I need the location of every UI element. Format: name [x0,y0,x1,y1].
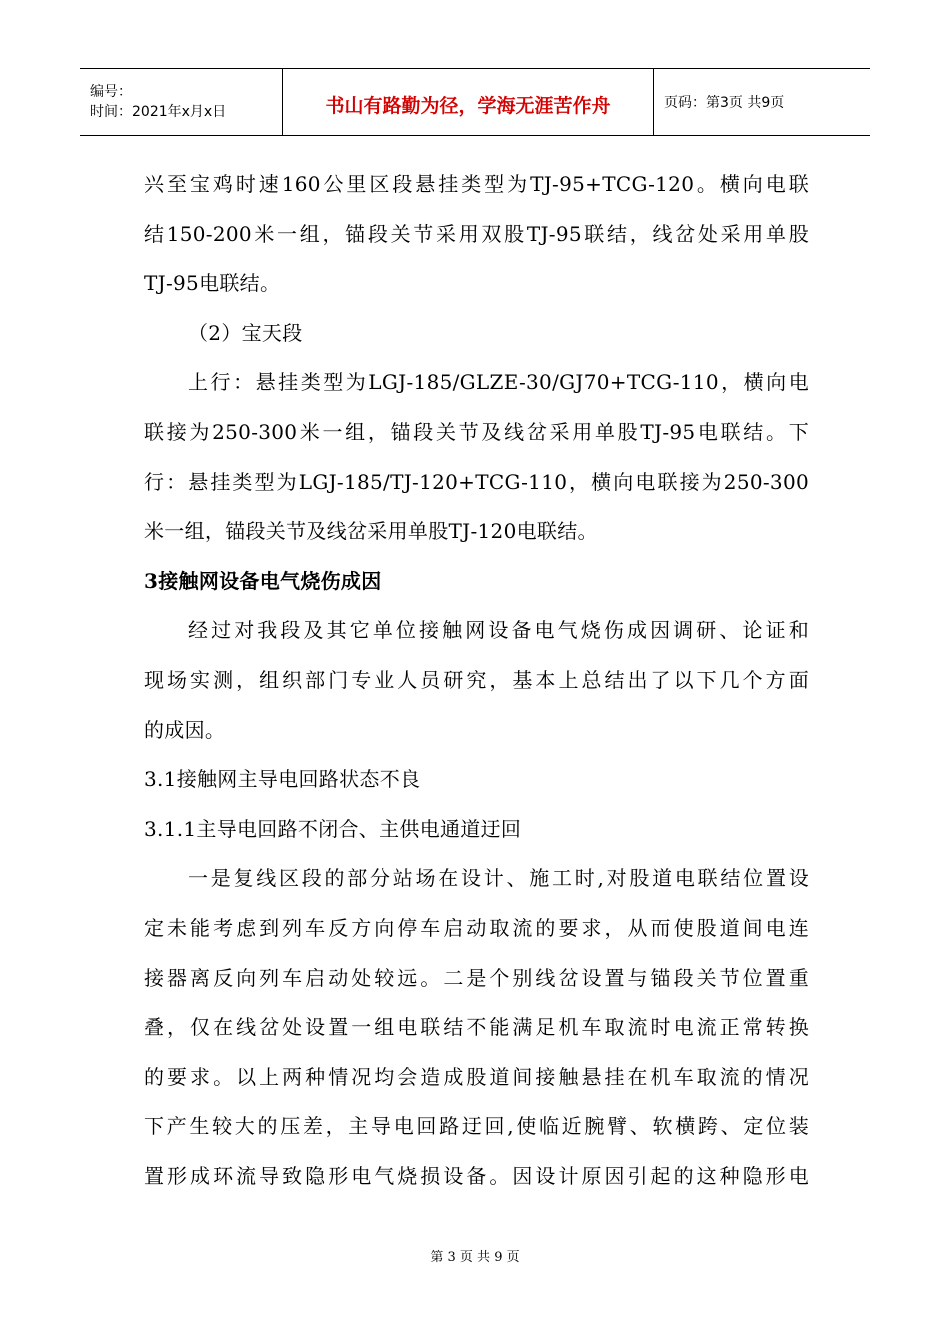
document-body [144,160,809,1201]
page-header [80,68,870,136]
body-line: 上行：悬挂类型为LGJ-185/GLZE-30/GJ70+TCG-110，横向电 [188,370,809,395]
body-line: 定未能考虑到列车反方向停车启动取流的要求，从而使股道间电连 [144,915,809,940]
page-info-text: 页码：第3页 共9页 [664,95,785,111]
body-line: 行：悬挂类型为LGJ-185/TJ-120+TCG-110，横向电联接为250-300 [144,469,809,494]
body-line: 现场实测，组织部门专业人员研究，基本上总结出了以下几个方面 [144,667,809,692]
body-line: 置形成环流导致隐形电气烧损设备。因设计原因引起的这种隐形电 [144,1163,809,1188]
header-motto [282,69,654,135]
body-line: 下产生较大的压差，主导电回路迂回,使临近腕臂、软横跨、定位装 [144,1114,809,1139]
page-footer [0,1246,950,1265]
body-line: 米一组，锚段关节及线岔采用单股TJ-120电联结。 [144,519,598,544]
body-line: 结150-200米一组，锚段关节采用双股TJ-95联结，线岔处采用单股 [144,221,809,246]
body-line: 的要求。以上两种情况均会造成股道间接触悬挂在机车取流的情况 [144,1064,809,1089]
body-line: 经过对我段及其它单位接触网设备电气烧伤成因调研、论证和 [188,618,809,643]
body-line: 兴至宝鸡时速160公里区段悬挂类型为TJ-95+TCG-120。横向电联 [144,172,809,196]
document-number-label: 编号： [90,84,132,100]
header-page-info [654,69,870,135]
document-time-label: 时间：2021年x月x日 [90,104,227,120]
body-line: 的成因。 [144,717,226,742]
body-line: 联接为250-300米一组，锚段关节及线岔采用单股TJ-95电联结。下 [144,419,809,444]
subsection-heading: 3.1.1主导电回路不闭合、主供电通道迂回 [144,816,522,841]
section-subheading: （2）宝天段 [188,320,303,345]
body-line: 叠，仅在线岔处设置一组电联结不能满足机车取流时电流正常转换 [144,1015,809,1040]
body-line: 一是复线区段的部分站场在设计、施工时,对股道电联结位置设 [188,866,809,891]
subsection-heading: 3.1接触网主导电回路状态不良 [144,767,421,792]
motto-text: 书山有路勤为径，学海无涯苦作舟 [325,94,611,117]
body-line: TJ-95电联结。 [144,271,281,296]
header-meta [80,69,282,135]
footer-page-number: 第 3 页 共 9 页 [430,1250,520,1265]
body-line: 接器离反向列车启动处较远。二是个别线岔设置与锚段关节位置重 [144,965,809,990]
section-heading: 3接触网设备电气烧伤成因 [144,568,382,593]
